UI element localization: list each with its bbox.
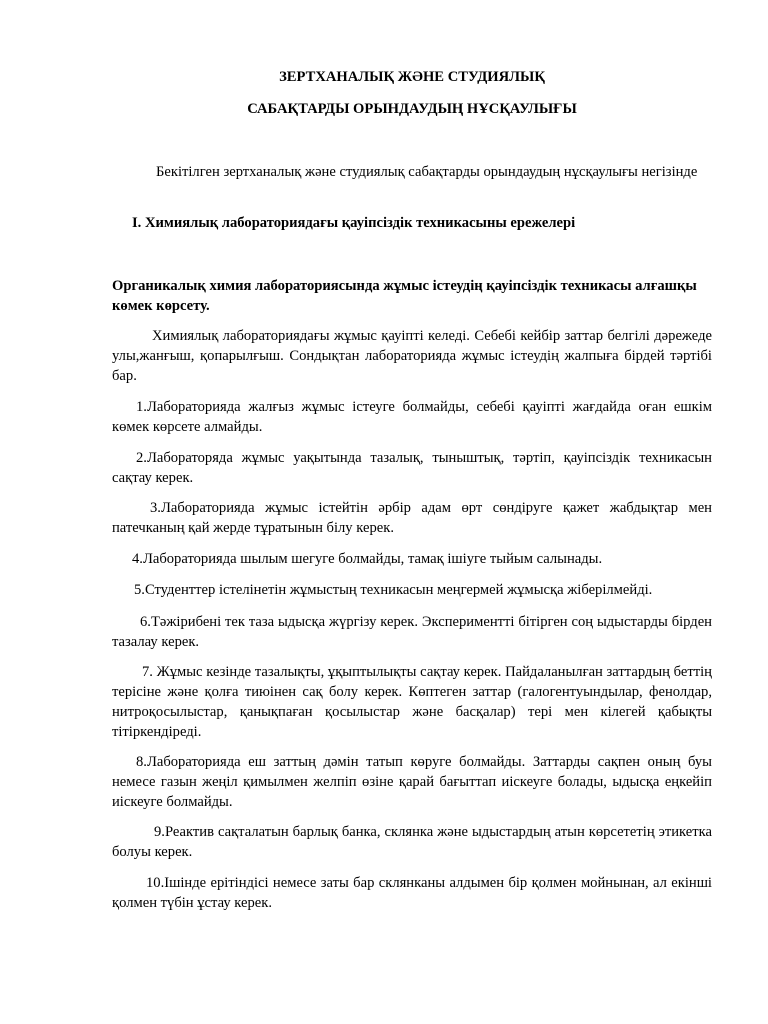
subsection-heading: Органикалық химия лабораториясында жұмыс істеудің қауіпсіздік техникасы алғашқы көмек көрсету. [112,278,697,314]
rule-item-2: 2.Лабораторяда жұмыс уақытында тазалық, тыныштық, тәртіп, қауіпсіздік техникасын сақтау керек. [112,450,712,486]
document-title-line-2: САБАҚТАРДЫ ОРЫНДАУДЫҢ НҰСҚАУЛЫҒЫ [247,101,577,117]
rule-item-8: 8.Лабораторияда еш заттың дәмін татып көруге болмайды. Заттарды сақпен оның буы немесе газын жеңіл қимылмен желпіп өзіне қарай бағыттап иіскеуге болады, ыдысқа еңкейіп иіскеуге болмайды. [112,754,712,810]
document-title-line-1: ЗЕРТХАНАЛЫҚ ЖӘНЕ СТУДИЯЛЫҚ [279,69,545,85]
rule-item-4: 4.Лабораторияда шылым шегуге болмайды, тамақ ішіуге тыйым салынады. [132,551,603,567]
intro-paragraph: Бекітілген зертханалық және студиялық сабақтарды орындаудың нұсқаулығы негізінде [156,164,698,180]
rule-item-5: 5.Студенттер істелінетін жұмыстың техникасын меңгермей жұмысқа жіберілмейді. [134,582,653,598]
rule-item-9: 9.Реактив сақталатын барлық банка, склянка және ыдыстардың атын көрсететің этикетка болуы керек. [112,824,712,860]
rule-item-3: 3.Лабораторияда жұмыс істейтін әрбір адам өрт сөндіруге қажет жабдықтар мен патечканың қай жерде тұратынын білу керек. [112,500,712,536]
rule-item-1: 1.Лабораторияда жалғыз жұмыс істеуге болмайды, себебі қауіпті жағдайда оған ешкім көмек көрсете алмайды. [112,399,712,435]
section-heading: I. Химиялық лабораториядағы қауіпсіздік техникасыны ережелері [132,215,576,231]
rule-item-7: 7. Жұмыс кезінде тазалықты, ұқыптылықты сақтау керек. Пайдаланылған заттардың беттің терісіне және қолға тиюінен сақ болу керек. Көптеген заттар (галогентуындылар, фенолдар, нитроқосылыстар, қанықпаған қосылыстар және басқалар) тері мен кілегей қабықты тітіркендіреді. [112,664,712,740]
rule-item-10: 10.Ішінде ерітіндісі немесе заты бар склянканы алдымен бір қолмен мойнынан, ал екінші қолмен түбін ұстау керек. [112,875,712,911]
rule-item-6: 6.Тәжірибені тек таза ыдысқа жүргізу керек. Экспериментті бітірген соң ыдыстарды бірден тазалау керек. [112,614,712,650]
intro-body-paragraph: Химиялық лабораториядағы жұмыс қауіпті келеді. Себебі кейбір заттар белгілі дәрежеде улы,жанғыш, қопарылғыш. Сондықтан лабораторияда жұмыс істеудің жалпыға бірдей тәртібі бар. [112,328,712,384]
